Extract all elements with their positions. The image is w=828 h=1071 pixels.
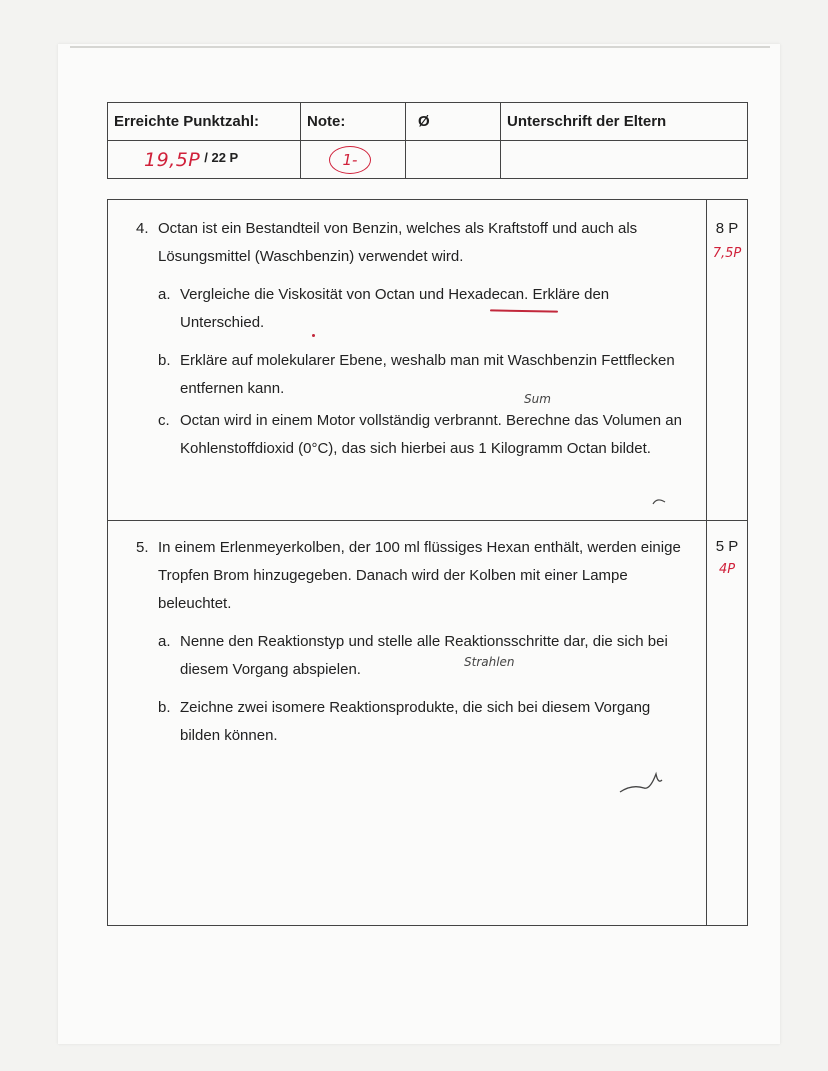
check-mark-icon: [618, 766, 670, 796]
points-achieved: 19,5P: [144, 148, 201, 171]
task-5b: [158, 694, 693, 750]
task-4: [136, 215, 703, 463]
task-5: [136, 534, 703, 750]
task-4-annotation: Sum: [524, 392, 551, 406]
task-4-points: 8 P: [715, 220, 739, 237]
task-4-points-achieved: 7,5P: [712, 246, 742, 261]
average-label: Ø: [406, 103, 501, 141]
task-5-points-achieved: 4P: [718, 562, 736, 577]
task-5-intro: In einem Erlenmeyerkolben, der 100 ml flüssiges Hexan enthält, werden einige Tropfen Brom hinzugegeben. Danach wird der Kolben mit einer Lampe beleuchtet.: [158, 539, 681, 612]
task-5-number: 5.: [136, 539, 149, 556]
task-4c-text: Octan wird in einem Motor vollständig verbrannt. Berechne das Volumen an Kohlenstoffdioxid (0°C), das sich hierbei aus 1 Kilogramm Octan bildet.: [180, 412, 682, 457]
signature-label: Unterschrift der Eltern: [501, 103, 748, 141]
task-5-points: 5 P: [715, 538, 739, 555]
check-mark-icon: [651, 496, 667, 506]
task-4-intro: Octan ist ein Bestandteil von Benzin, welches als Kraftstoff und auch als Lösungsmittel (Waschbenzin) verwendet wird.: [158, 220, 638, 265]
task-4a-label: a.: [158, 286, 171, 303]
task-5a-label: a.: [158, 633, 171, 650]
task-4b-text: Erkläre auf molekularer Ebene, weshalb man mit Waschbenzin Fettflecken entfernen kann.: [180, 352, 675, 397]
task-4c-label: c.: [158, 412, 170, 429]
points-label: Erreichte Punktzahl:: [108, 103, 301, 141]
red-dot: [312, 334, 315, 337]
grade-value: 1-: [329, 146, 371, 174]
task-5a-text: Nenne den Reaktionstyp und stelle alle Reaktionsschritte dar, die sich bei diesem Vorgang abspielen.: [180, 633, 668, 678]
signature-cell: [501, 141, 748, 179]
paper-edge: [70, 46, 770, 48]
points-cell: [108, 141, 301, 179]
task-5b-text: Zeichne zwei isomere Reaktionsprodukte, die sich bei diesem Vorgang bilden können.: [180, 699, 651, 744]
task-4a: [158, 281, 693, 337]
score-table: [107, 102, 748, 179]
task-5a: [158, 628, 693, 684]
task-divider: [108, 520, 747, 521]
task-5b-label: b.: [158, 699, 171, 716]
task-4a-text: Vergleiche die Viskosität von Octan und Hexadecan. Erkläre den Unterschied.: [180, 286, 610, 331]
grade-cell: [301, 141, 406, 179]
average-cell: [406, 141, 501, 179]
points-total: / 22 P: [204, 149, 239, 165]
task-4b: [158, 347, 693, 403]
task-4b-label: b.: [158, 352, 171, 369]
task-5-annotation: Strahlen: [464, 655, 515, 669]
task-4-number: 4.: [136, 220, 149, 237]
task-box: [107, 199, 748, 926]
grade-label: Note:: [301, 103, 406, 141]
task-4c: [158, 407, 693, 463]
